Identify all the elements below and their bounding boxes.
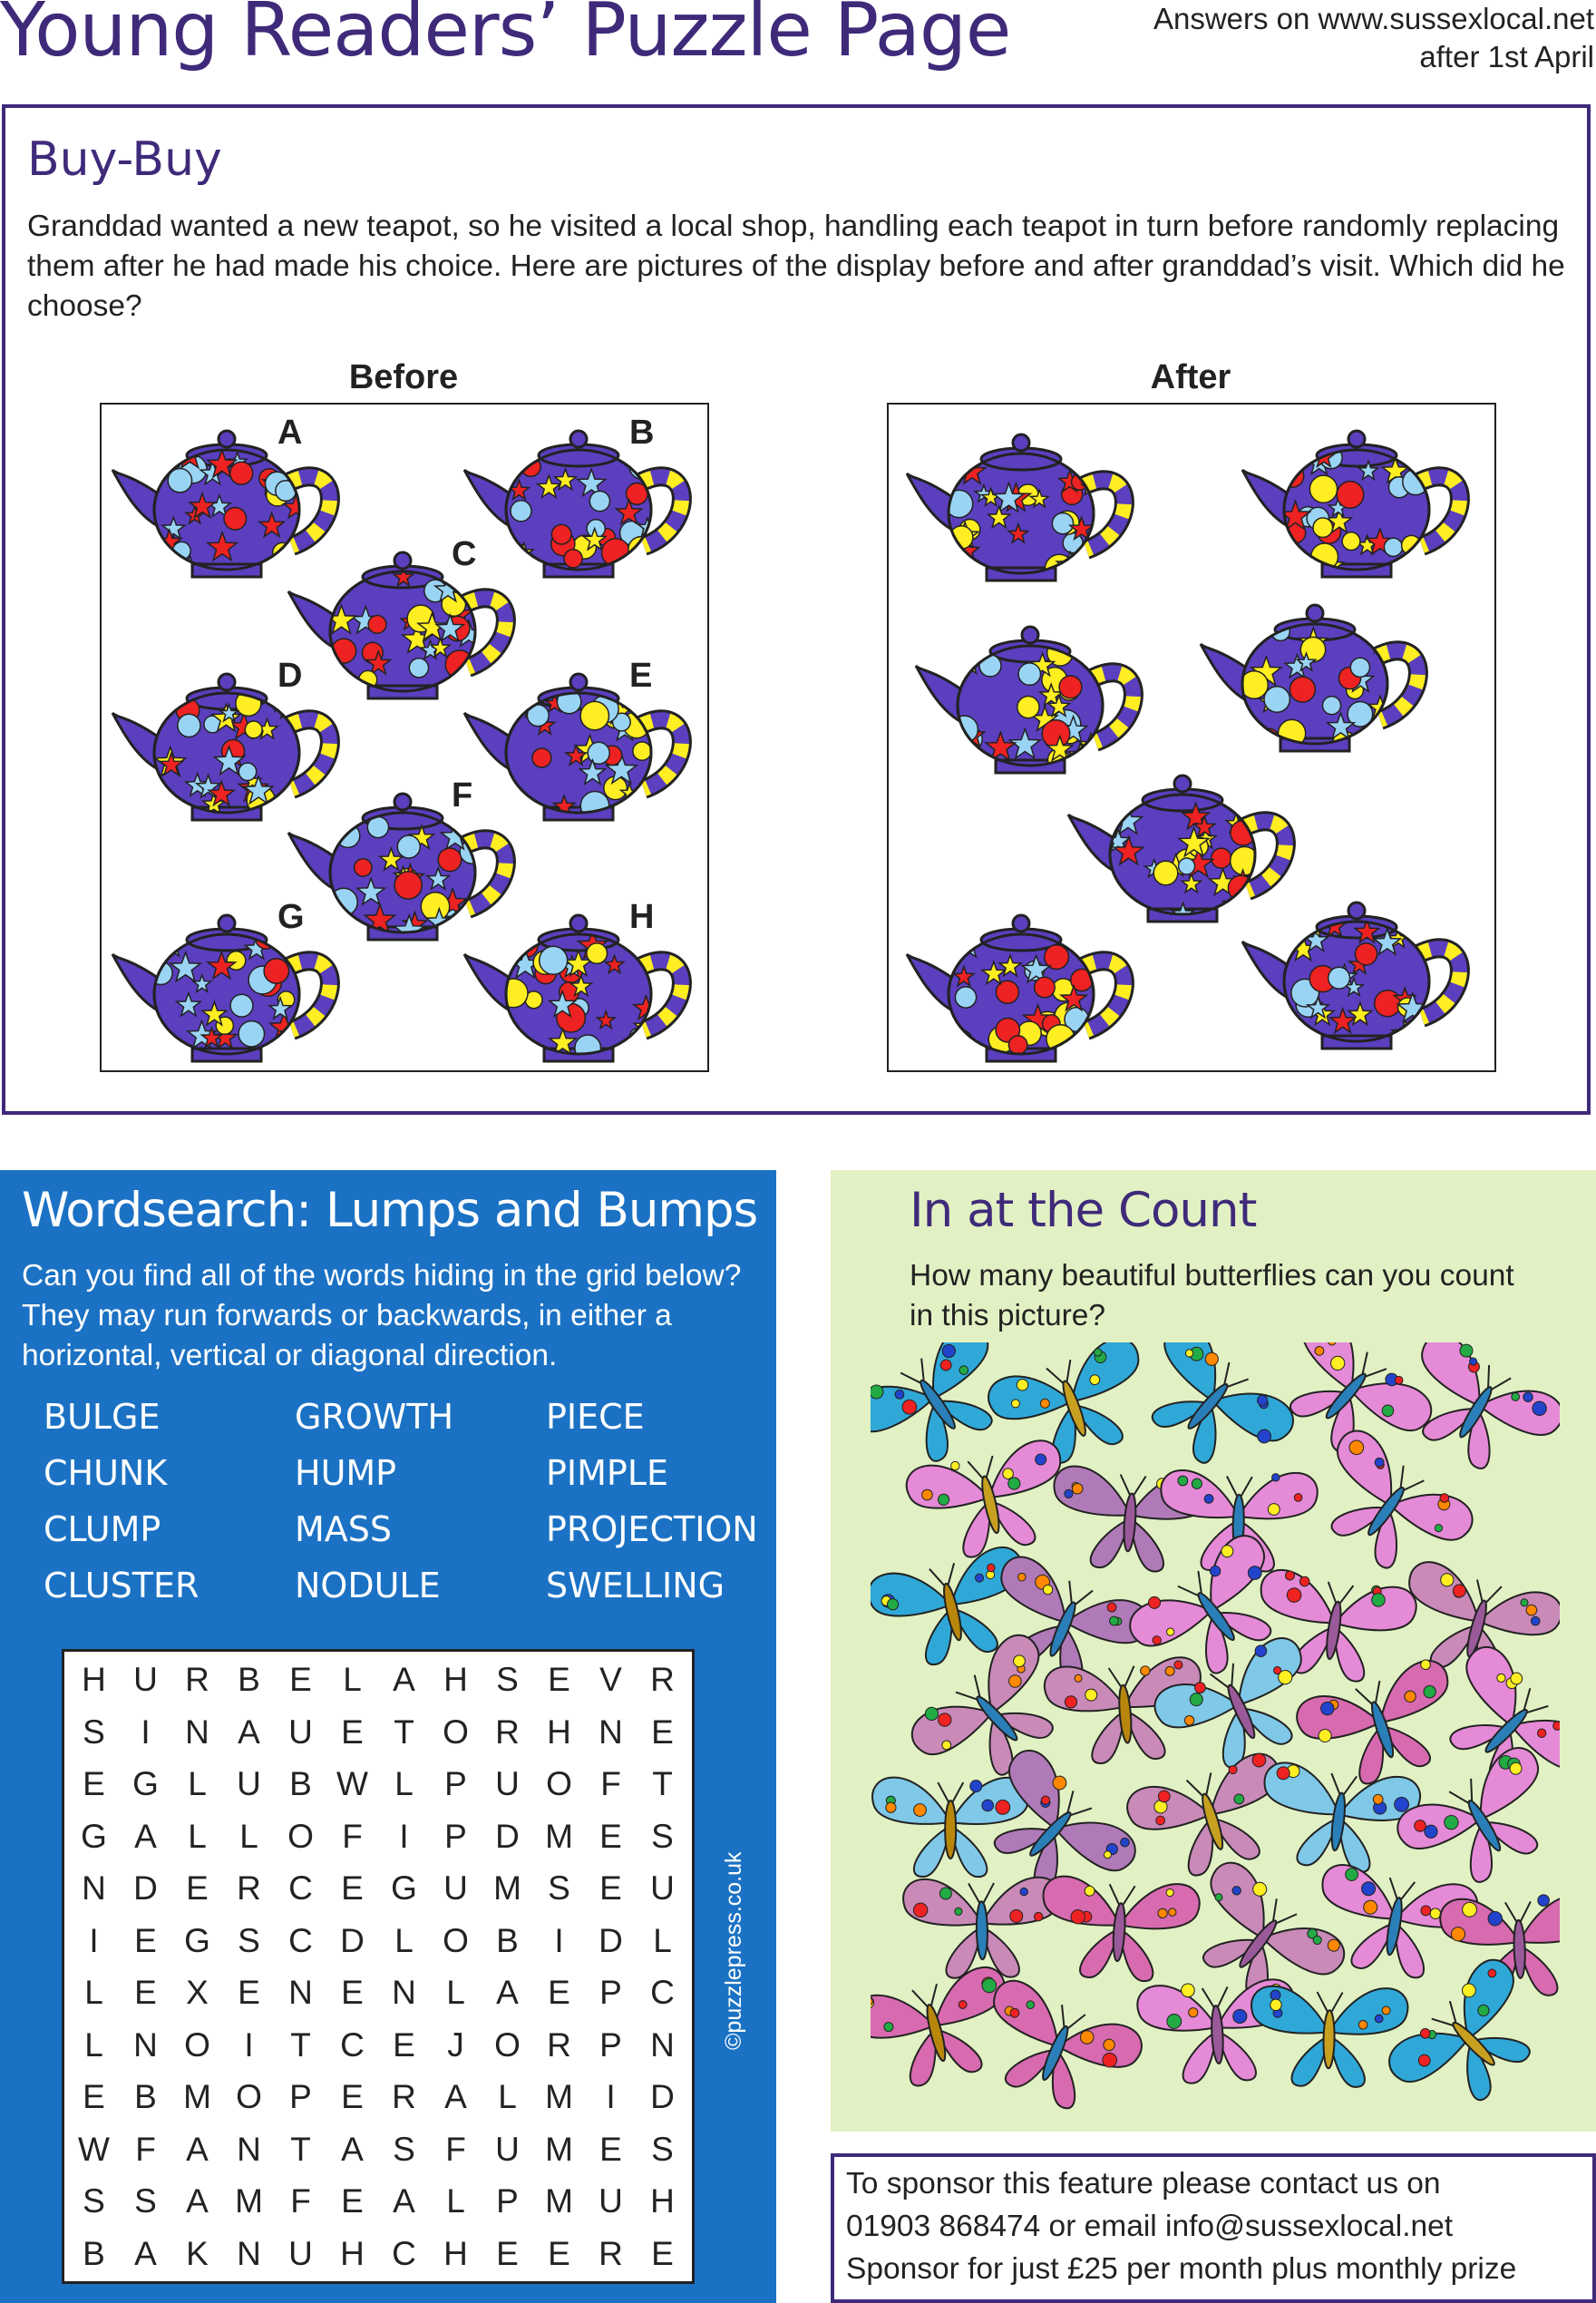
grid-cell: P	[496, 2182, 519, 2220]
grid-cell: C	[288, 1921, 313, 1959]
grid-cell: U	[598, 2182, 623, 2220]
teapot-letter: G	[277, 898, 305, 936]
grid-cell: C	[288, 1869, 313, 1907]
grid-cell: M	[545, 2130, 573, 2168]
grid-cell: E	[341, 1713, 364, 1751]
grid-cell: C	[392, 2234, 416, 2272]
grid-cell: F	[600, 1765, 621, 1802]
wordsearch-title: Wordsearch: Lumps and Bumps	[22, 1183, 758, 1238]
grid-cell: G	[184, 1921, 210, 1959]
teapot-after	[1241, 891, 1476, 1059]
grid-cell: B	[134, 2078, 157, 2115]
grid-cell: I	[244, 2025, 254, 2064]
grid-cell: L	[84, 1974, 103, 2011]
grid-cell: L	[394, 1921, 414, 1959]
grid-cell: A	[134, 2234, 157, 2272]
grid-cell: M	[493, 1869, 521, 1907]
grid-cell: E	[341, 1869, 364, 1907]
grid-cell: E	[651, 2234, 674, 2272]
grid-cell: O	[236, 2078, 262, 2115]
grid-cell: T	[652, 1765, 673, 1802]
grid-cell: F	[342, 1817, 363, 1855]
word-list-item: SWELLING	[546, 1566, 725, 1605]
grid-cell: S	[393, 2130, 415, 2168]
grid-cell: W	[78, 2130, 110, 2168]
grid-cell: P	[444, 1817, 467, 1855]
grid-cell: P	[289, 2078, 312, 2115]
grid-cell: O	[443, 1713, 469, 1751]
grid-cell: L	[188, 1765, 207, 1802]
butterfly	[1038, 1875, 1201, 1985]
butterfly	[1118, 1342, 1301, 1493]
answers-line-1: Answers on www.sussexlocal.net	[1153, 2, 1594, 35]
grid-cell: N	[237, 2234, 261, 2272]
butterfly	[1250, 1986, 1407, 2088]
grid-cell: D	[598, 1921, 623, 1959]
grid-cell: I	[606, 2078, 616, 2115]
grid-cell: H	[443, 2234, 468, 2272]
grid-cell: A	[238, 1713, 260, 1751]
grid-cell: N	[598, 1713, 623, 1751]
grid-cell: E	[186, 1869, 209, 1907]
grid-cell: S	[83, 1713, 105, 1751]
grid-cell: H	[82, 1661, 106, 1698]
grid-cell: T	[394, 1713, 414, 1751]
grid-cell: A	[496, 1974, 519, 2011]
grid-cell: E	[134, 1921, 157, 1959]
grid-cell: A	[186, 2182, 209, 2220]
grid-cell: N	[392, 1974, 416, 2011]
sponsor-line-2: 01903 868474 or email info@sussexlocal.net	[846, 2210, 1454, 2243]
grid-cell: U	[443, 1869, 468, 1907]
grid-cell: N	[237, 2130, 261, 2168]
butterfly	[903, 1877, 1061, 1978]
grid-cell: P	[444, 1765, 467, 1802]
count-instructions: How many beautiful butterflies can you count in this picture?	[910, 1259, 1514, 1332]
grid-cell: G	[391, 1869, 417, 1907]
grid-cell: S	[548, 1869, 570, 1907]
answers-line-2: after 1st April	[1419, 40, 1594, 73]
grid-cell: L	[343, 1661, 362, 1698]
butterfly	[1295, 1423, 1480, 1596]
teapot-before	[462, 903, 698, 1071]
word-list-item: CLUMP	[44, 1509, 161, 1549]
grid-cell: E	[599, 1817, 622, 1855]
butterfly-picture	[871, 1342, 1560, 2113]
credit-text: ©puzzlepress.co.uk	[721, 1851, 746, 2050]
grid-cell: W	[336, 1765, 368, 1802]
grid-cell: B	[289, 1765, 312, 1802]
grid-cell: S	[651, 1817, 674, 1855]
count-title: In at the Count	[910, 1183, 1257, 1238]
grid-cell: N	[650, 2025, 675, 2064]
word-list-item: MASS	[295, 1509, 393, 1549]
teapot-letter: H	[629, 898, 655, 936]
grid-cell: L	[498, 2078, 517, 2115]
teapot-after	[914, 615, 1150, 783]
grid-cell: D	[133, 1869, 158, 1907]
grid-cell: U	[133, 1661, 158, 1698]
grid-cell: E	[393, 2025, 415, 2064]
grid-cell: R	[598, 2234, 623, 2272]
grid-cell: R	[547, 2025, 571, 2064]
answers-note	[1153, 0, 1594, 76]
grid-cell: H	[650, 2182, 675, 2220]
grid-cell: E	[496, 2234, 519, 2272]
grid-cell: E	[83, 2078, 105, 2115]
teapot-after	[1241, 419, 1476, 587]
grid-cell: T	[290, 2130, 311, 2168]
grid-cell: A	[186, 2130, 209, 2168]
grid-cell: L	[446, 1974, 465, 2011]
wordsearch-instructions: Can you find all of the words hiding in the grid below? They may run forwards or backwards, in either a horizontal, vertical or diagonal direction.	[22, 1259, 742, 1372]
grid-cell: E	[238, 1974, 260, 2011]
grid-cell: L	[84, 2025, 103, 2064]
grid-cell: B	[238, 1661, 260, 1698]
grid-cell: E	[134, 1974, 157, 2011]
butterfly	[872, 1778, 1029, 1878]
grid-cell: D	[495, 1817, 520, 1855]
grid-cell: E	[548, 1974, 570, 2011]
grid-cell: L	[394, 1765, 414, 1802]
word-list-item: CHUNK	[44, 1453, 168, 1493]
teapot-after	[1199, 593, 1435, 761]
grid-cell: L	[446, 2182, 465, 2220]
grid-cell: I	[141, 1713, 151, 1751]
grid-cell: R	[237, 1869, 261, 1907]
word-list-item: CLUSTER	[44, 1566, 200, 1605]
grid-cell: J	[447, 2025, 464, 2064]
grid-cell: D	[340, 1921, 365, 1959]
grid-cell: N	[288, 1974, 313, 2011]
grid-cell: E	[83, 1765, 105, 1802]
grid-cell: U	[650, 1869, 675, 1907]
sponsor-line-3: Sponsor for just £25 per month plus monthly prize	[846, 2252, 1517, 2286]
grid-cell: U	[288, 2234, 313, 2272]
teapot-letter: F	[452, 776, 473, 815]
grid-cell: I	[399, 1817, 409, 1855]
teapot-letter: D	[277, 657, 303, 695]
sponsor-line-1: To sponsor this feature please contact us on	[846, 2167, 1441, 2201]
grid-cell: M	[235, 2182, 263, 2220]
grid-cell: E	[548, 1661, 570, 1698]
grid-cell: H	[340, 2234, 365, 2272]
grid-cell: N	[82, 1869, 106, 1907]
grid-cell: E	[599, 2130, 622, 2168]
grid-cell: O	[443, 1921, 469, 1959]
word-list-item: PIMPLE	[546, 1453, 669, 1493]
grid-cell: A	[341, 2130, 364, 2168]
grid-cell: H	[443, 1661, 468, 1698]
grid-cell: A	[444, 2078, 467, 2115]
grid-cell: F	[135, 2130, 156, 2168]
word-list-item: PIECE	[546, 1397, 645, 1437]
grid-cell: E	[341, 2182, 364, 2220]
teapot-after	[905, 903, 1141, 1071]
grid-cell: P	[599, 2025, 622, 2064]
grid-cell: G	[132, 1765, 159, 1802]
grid-cell: E	[289, 1661, 312, 1698]
grid-cell: O	[494, 2025, 521, 2064]
grid-cell: E	[341, 2078, 364, 2115]
grid-cell: R	[650, 1661, 675, 1698]
word-list-item: NODULE	[295, 1566, 441, 1605]
butterfly	[1291, 1654, 1471, 1799]
grid-cell: B	[496, 1921, 519, 1959]
grid-cell: V	[599, 1661, 622, 1698]
grid-cell: A	[393, 2182, 415, 2220]
grid-cell: E	[548, 2234, 570, 2272]
grid-cell: K	[186, 2234, 209, 2272]
grid-cell: L	[239, 1817, 258, 1855]
grid-cell: M	[545, 1817, 573, 1855]
grid-cell: M	[545, 2182, 573, 2220]
grid-cell: U	[495, 1765, 520, 1802]
butterfly	[1255, 1761, 1423, 1879]
after-label: After	[1150, 358, 1231, 396]
grid-cell: R	[392, 2078, 416, 2115]
buy-buy-title: Buy-Buy	[27, 132, 222, 187]
grid-cell: S	[83, 2182, 105, 2220]
grid-cell: S	[134, 2182, 157, 2220]
grid-cell: F	[290, 2182, 311, 2220]
teapot-letter: B	[629, 414, 655, 452]
teapot-letter: C	[452, 535, 477, 573]
grid-cell: N	[185, 1713, 209, 1751]
teapot-before	[111, 903, 346, 1071]
grid-cell: D	[650, 2078, 675, 2115]
teapot-after	[905, 423, 1141, 590]
grid-cell: H	[547, 1713, 571, 1751]
grid-cell: L	[188, 1817, 207, 1855]
grid-cell: L	[653, 1921, 672, 1959]
word-list-item: PROJECTION	[546, 1509, 758, 1549]
grid-cell: S	[238, 1921, 260, 1959]
word-list-item: HUMP	[295, 1453, 397, 1493]
teapot-letter: A	[277, 414, 303, 452]
grid-cell: R	[495, 1713, 520, 1751]
grid-cell: E	[341, 1974, 364, 2011]
teapot-letter: E	[629, 657, 653, 695]
grid-cell: O	[287, 1817, 314, 1855]
grid-cell: P	[599, 1974, 622, 2011]
grid-cell: O	[184, 2025, 210, 2064]
grid-cell: S	[496, 1661, 519, 1698]
grid-cell: U	[237, 1765, 261, 1802]
grid-cell: B	[83, 2234, 105, 2272]
grid-cell: U	[288, 1713, 313, 1751]
word-list-item: BULGE	[44, 1397, 161, 1437]
grid-cell: C	[650, 1974, 675, 2011]
page-title: Young Readers’ Puzzle Page	[0, 0, 1011, 73]
grid-cell: M	[183, 2078, 211, 2115]
buy-buy-instructions: Granddad wanted a new teapot, so he visited a local shop, handling each teapot in turn before randomly replacing them after he had made his choice. Here are pictures of the display before and after granddad’s visit. Which did he choose?	[27, 210, 1565, 323]
grid-cell: O	[546, 1765, 572, 1802]
grid-cell: E	[599, 1869, 622, 1907]
before-label: Before	[348, 358, 459, 396]
grid-cell: S	[651, 2130, 674, 2168]
grid-cell: U	[495, 2130, 520, 2168]
grid-cell: T	[290, 2025, 311, 2064]
grid-cell: A	[134, 1817, 157, 1855]
grid-cell: F	[445, 2130, 466, 2168]
grid-cell: N	[133, 2025, 158, 2064]
grid-cell: E	[651, 1713, 674, 1751]
grid-cell: C	[340, 2025, 365, 2064]
grid-cell: R	[185, 1661, 209, 1698]
wordsearch-grid	[62, 1649, 695, 2284]
grid-cell: I	[554, 1921, 564, 1959]
butterfly	[871, 1963, 1024, 2098]
grid-cell: X	[186, 1974, 209, 2011]
grid-cell: G	[81, 1817, 107, 1855]
grid-cell: A	[393, 1661, 415, 1698]
sponsor-text	[846, 2162, 1590, 2290]
grid-cell: M	[545, 2078, 573, 2115]
word-list-item: GROWTH	[295, 1397, 454, 1437]
grid-cell: I	[89, 1921, 99, 1959]
